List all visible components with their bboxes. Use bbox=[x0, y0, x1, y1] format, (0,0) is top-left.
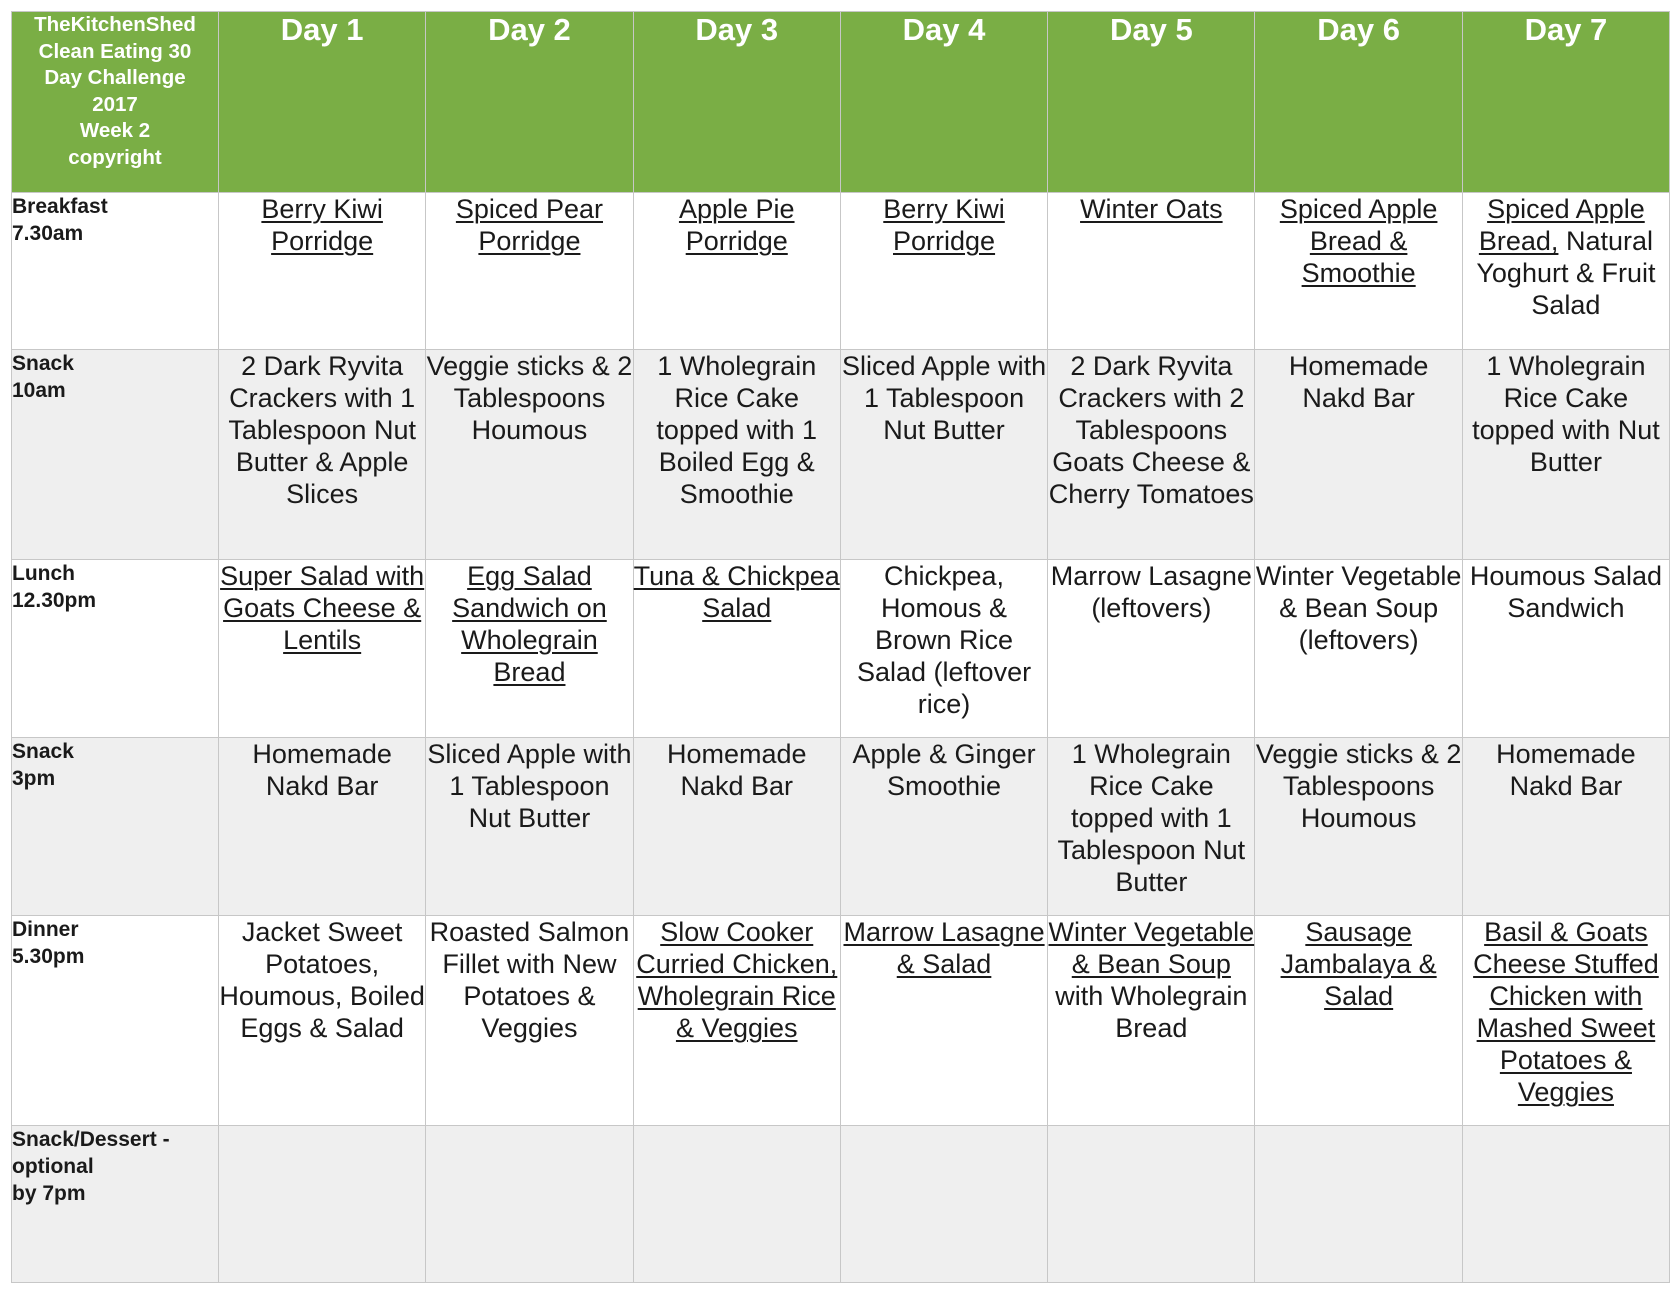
meal-text: 1 Wholegrain Rice Cake topped with 1 Tablespoon Nut Butter bbox=[1057, 739, 1246, 897]
meal-time-label-line: Breakfast bbox=[12, 195, 108, 218]
recipe-link[interactable]: Super Salad with Goats Cheese & Lentils bbox=[220, 561, 425, 655]
meal-text: 1 Wholegrain Rice Cake topped with 1 Boiled Egg & Smoothie bbox=[656, 351, 818, 509]
recipe-link[interactable]: Slow Cooker Curried Chicken, Wholegrain Rice & Veggies bbox=[636, 917, 838, 1043]
meal-time-label bbox=[12, 1126, 219, 1283]
meal-cell-day-6 bbox=[1255, 916, 1462, 1126]
meal-time-label-line: Dinner bbox=[12, 918, 79, 941]
meal-row-dinner bbox=[12, 916, 1670, 1126]
meal-cell-day-5 bbox=[1048, 1126, 1255, 1283]
meal-cell-day-7 bbox=[1462, 193, 1669, 350]
meal-time-label-line: Snack bbox=[12, 352, 74, 375]
meal-cell-day-4 bbox=[840, 738, 1047, 916]
plan-title-line: 2017 bbox=[92, 92, 138, 116]
meal-text: 1 Wholegrain Rice Cake topped with Nut Butter bbox=[1472, 351, 1660, 477]
meal-text: Apple & Ginger Smoothie bbox=[852, 739, 1036, 801]
meal-cell-day-4 bbox=[840, 560, 1047, 738]
recipe-link[interactable]: Basil & Goats Cheese Stuffed Chicken with Mashed Sweet Potatoes & Veggies bbox=[1473, 917, 1659, 1107]
meal-text: Homemade Nakd Bar bbox=[1496, 739, 1636, 801]
meal-row-snack-dessert bbox=[12, 1126, 1670, 1283]
day-header-1: Day 1 bbox=[219, 12, 426, 193]
meal-time-label-line: 3pm bbox=[12, 767, 56, 790]
meal-cell-day-6 bbox=[1255, 193, 1462, 350]
meal-cell-day-7 bbox=[1462, 1126, 1669, 1283]
meal-time-label-line: 12.30pm bbox=[12, 589, 97, 612]
meal-row-lunch bbox=[12, 560, 1670, 738]
plan-title-line: TheKitchenShed bbox=[34, 13, 196, 36]
meal-cell-day-5 bbox=[1048, 916, 1255, 1126]
meal-text: 2 Dark Ryvita Crackers with 1 Tablespoon Nut Butter & Apple Slices bbox=[228, 351, 416, 509]
recipe-link[interactable]: Spiced Pear Porridge bbox=[455, 194, 603, 256]
recipe-link[interactable]: Winter Vegetable & Bean Soup bbox=[1048, 917, 1255, 979]
recipe-link[interactable]: Sausage Jambalaya & Salad bbox=[1280, 917, 1437, 1011]
plan-title bbox=[12, 12, 219, 193]
meal-cell-day-1 bbox=[219, 193, 426, 350]
meal-cell-day-1 bbox=[219, 916, 426, 1126]
day-header-6: Day 6 bbox=[1255, 12, 1462, 193]
meal-cell-day-2 bbox=[426, 350, 633, 560]
plan-title-line: Clean Eating 30 bbox=[38, 39, 192, 63]
plan-title-line: Week 2 bbox=[79, 119, 151, 142]
meal-text: Homemade Nakd Bar bbox=[1288, 351, 1429, 413]
meal-cell-day-3 bbox=[633, 1126, 840, 1283]
meal-time-label-line: 7.30am bbox=[12, 222, 84, 245]
meal-time-label-line: Snack/Dessert - bbox=[12, 1128, 170, 1151]
meal-cell-day-4 bbox=[840, 350, 1047, 560]
meal-time-label bbox=[12, 350, 219, 560]
meal-cell-day-2 bbox=[426, 560, 633, 738]
meal-cell-day-7 bbox=[1462, 738, 1669, 916]
meal-cell-day-4 bbox=[840, 193, 1047, 350]
meal-cell-day-4 bbox=[840, 1126, 1047, 1283]
meal-text: Veggie sticks & 2 Tablespoons Houmous bbox=[1255, 739, 1462, 833]
meal-cell-day-2 bbox=[426, 916, 633, 1126]
meal-text: Winter Vegetable & Bean Soup (leftovers) bbox=[1255, 561, 1462, 655]
meal-time-label bbox=[12, 560, 219, 738]
meal-row-snack-morning bbox=[12, 350, 1670, 560]
meal-time-label-line: 10am bbox=[12, 379, 66, 402]
day-header-2: Day 2 bbox=[426, 12, 633, 193]
meal-cell-day-3 bbox=[633, 560, 840, 738]
recipe-link[interactable]: Spiced Apple Bread & Smoothie bbox=[1279, 194, 1438, 288]
meal-text: with Wholegrain Bread bbox=[1055, 981, 1248, 1043]
recipe-link[interactable]: Spiced Apple Bread, bbox=[1478, 194, 1645, 256]
meal-time-label bbox=[12, 193, 219, 350]
meal-text: Jacket Sweet Potatoes, Houmous, Boiled Eggs & Salad bbox=[219, 917, 425, 1043]
meal-cell-day-7 bbox=[1462, 350, 1669, 560]
meal-plan-table bbox=[11, 11, 1670, 1283]
meal-cell-day-7 bbox=[1462, 916, 1669, 1126]
meal-cell-day-2 bbox=[426, 193, 633, 350]
meal-text: Veggie sticks & 2 Tablespoons Houmous bbox=[426, 351, 633, 445]
recipe-link[interactable]: Apple Pie Porridge bbox=[678, 194, 795, 256]
recipe-link[interactable]: Marrow Lasagne & Salad bbox=[843, 917, 1045, 979]
meal-row-snack-afternoon bbox=[12, 738, 1670, 916]
plan-title-line: Day Challenge bbox=[44, 66, 186, 89]
meal-cell-day-2 bbox=[426, 738, 633, 916]
meal-text: Sliced Apple with 1 Tablespoon Nut Butter bbox=[427, 739, 632, 833]
recipe-link[interactable]: Berry Kiwi Porridge bbox=[883, 194, 1005, 256]
meal-cell-day-1 bbox=[219, 738, 426, 916]
meal-row-breakfast bbox=[12, 193, 1670, 350]
recipe-link[interactable]: Berry Kiwi Porridge bbox=[261, 194, 383, 256]
meal-cell-day-7 bbox=[1462, 560, 1669, 738]
meal-cell-day-6 bbox=[1255, 350, 1462, 560]
header-row bbox=[12, 12, 1670, 193]
day-header-4: Day 4 bbox=[840, 12, 1047, 193]
meal-cell-day-6 bbox=[1255, 560, 1462, 738]
meal-cell-day-6 bbox=[1255, 738, 1462, 916]
meal-cell-day-5 bbox=[1048, 738, 1255, 916]
meal-cell-day-5 bbox=[1048, 350, 1255, 560]
meal-text: Sliced Apple with 1 Tablespoon Nut Butter bbox=[841, 351, 1047, 445]
meal-text: 2 Dark Ryvita Crackers with 2 Tablespoons Goats Cheese & Cherry Tomatoes bbox=[1048, 351, 1254, 509]
meal-text: Marrow Lasagne (leftovers) bbox=[1050, 561, 1252, 623]
meal-cell-day-2 bbox=[426, 1126, 633, 1283]
meal-text: Homemade Nakd Bar bbox=[666, 739, 807, 801]
meal-time-label-line: by 7pm bbox=[12, 1182, 86, 1205]
day-header-7: Day 7 bbox=[1462, 12, 1669, 193]
meal-text: Roasted Salmon Fillet with New Potatoes & Veggies bbox=[429, 917, 630, 1043]
day-header-5: Day 5 bbox=[1048, 12, 1255, 193]
meal-cell-day-6 bbox=[1255, 1126, 1462, 1283]
meal-time-label bbox=[12, 916, 219, 1126]
meal-time-label-line: Snack bbox=[12, 740, 74, 763]
meal-time-label bbox=[12, 738, 219, 916]
meal-cell-day-1 bbox=[219, 1126, 426, 1283]
meal-text: Homemade Nakd Bar bbox=[252, 739, 392, 801]
meal-cell-day-3 bbox=[633, 193, 840, 350]
day-header-3: Day 3 bbox=[633, 12, 840, 193]
meal-time-label-line: 5.30pm bbox=[12, 945, 85, 968]
meal-text: Houmous Salad Sandwich bbox=[1469, 561, 1662, 623]
meal-cell-day-1 bbox=[219, 350, 426, 560]
meal-cell-day-4 bbox=[840, 916, 1047, 1126]
meal-cell-day-3 bbox=[633, 738, 840, 916]
meal-time-label-line: optional bbox=[12, 1155, 94, 1178]
meal-cell-day-3 bbox=[633, 916, 840, 1126]
meal-cell-day-5 bbox=[1048, 560, 1255, 738]
recipe-link[interactable]: Egg Salad Sandwich on Wholegrain Bread bbox=[452, 561, 607, 687]
recipe-link[interactable]: Winter Oats bbox=[1080, 194, 1223, 224]
meal-cell-day-1 bbox=[219, 560, 426, 738]
meal-cell-day-5 bbox=[1048, 193, 1255, 350]
meal-text: Natural Yoghurt & Fruit Salad bbox=[1476, 226, 1656, 320]
meal-time-label-line: Lunch bbox=[12, 562, 75, 585]
plan-title-line: copyright bbox=[68, 145, 162, 169]
meal-text: Chickpea, Homous & Brown Rice Salad (leftover rice) bbox=[856, 561, 1032, 719]
recipe-link[interactable]: Tuna & Chickpea Salad bbox=[633, 561, 840, 623]
meal-cell-day-3 bbox=[633, 350, 840, 560]
meal-plan-body bbox=[12, 193, 1670, 1283]
